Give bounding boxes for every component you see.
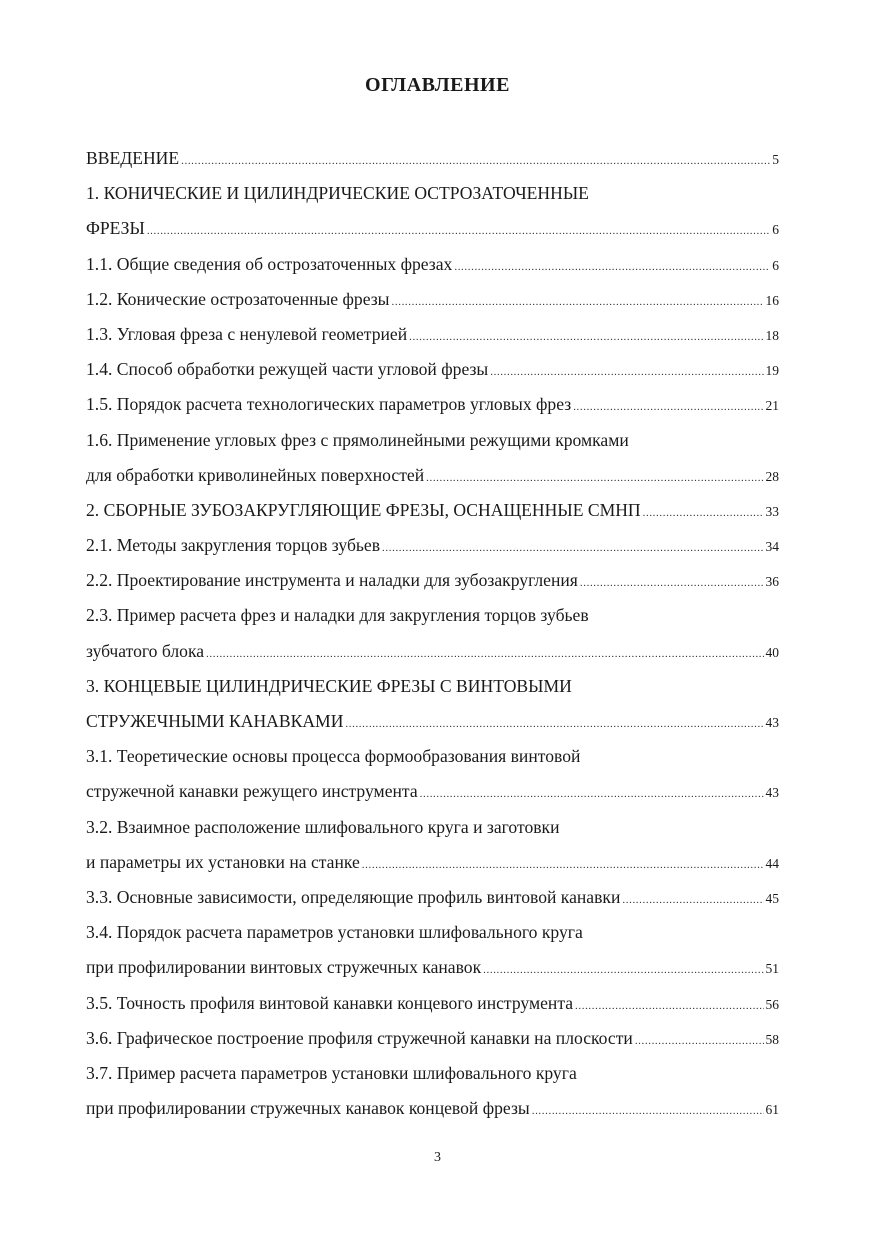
dot-leader	[573, 393, 763, 421]
toc-entry[interactable]	[86, 777, 779, 812]
toc-entry-text: 3. КОНЦЕВЫЕ ЦИЛИНДРИЧЕСКИЕ ФРЕЗЫ С ВИНТОВЫМИ	[86, 675, 572, 696]
toc-entry-text: 1.4. Способ обработки режущей части угловой фрезы	[86, 359, 489, 380]
toc-entry-text: 3.7. Пример расчета параметров установки шлифовального круга	[86, 1062, 577, 1083]
toc-entry-text: 1.3. Угловая фреза с ненулевой геометрией	[86, 323, 408, 344]
toc-page-number: 21	[765, 398, 779, 414]
dot-leader	[635, 1027, 764, 1055]
toc-entry-text-continued: ФРЕЗЫ	[86, 218, 145, 239]
toc-entry-heading	[86, 1059, 779, 1094]
toc-page-number: 16	[765, 292, 779, 308]
toc-entry[interactable]	[86, 1094, 779, 1129]
toc-page-number: 43	[765, 785, 779, 801]
dot-leader	[420, 780, 764, 808]
toc-entry[interactable]	[86, 953, 779, 988]
dot-leader	[409, 323, 763, 351]
toc-page-number: 56	[765, 996, 779, 1012]
toc-entry[interactable]	[86, 848, 779, 883]
toc-entry[interactable]	[86, 531, 779, 566]
toc-entry[interactable]	[86, 144, 779, 179]
toc-page-number: 28	[765, 468, 779, 484]
toc-entry-heading	[86, 742, 779, 777]
toc-entry-text: 1.6. Применение угловых фрез с прямолинейными режущими кромками	[86, 429, 629, 450]
toc-entry-heading	[86, 601, 779, 636]
toc-entry[interactable]	[86, 461, 779, 496]
dot-leader	[362, 851, 764, 879]
toc-page-number: 33	[765, 503, 779, 519]
dot-leader	[643, 499, 764, 527]
dot-leader	[382, 534, 763, 562]
toc-entry[interactable]	[86, 320, 779, 355]
dot-leader	[580, 569, 764, 597]
toc-entry-text: 3.6. Графическое построение профиля стружечной канавки на плоскости	[86, 1027, 633, 1048]
toc-entry-text-continued: зубчатого блока	[86, 640, 205, 661]
toc-page-number: 36	[765, 574, 779, 590]
toc-entry-text: 2.1. Методы закругления торцов зубьев	[86, 535, 381, 556]
toc-entry-text: 2.2. Проектирование инструмента и наладки для зубозакругления	[86, 570, 578, 591]
toc-entry[interactable]	[86, 214, 779, 249]
dot-leader	[206, 640, 763, 668]
page-title: ОГЛАВЛЕНИЕ	[365, 74, 510, 96]
dot-leader	[490, 358, 763, 386]
toc-page-number: 51	[765, 961, 779, 977]
toc-entry-text: 1. КОНИЧЕСКИЕ И ЦИЛИНДРИЧЕСКИЕ ОСТРОЗАТОЧЕННЫЕ	[86, 183, 589, 204]
dot-leader	[454, 253, 770, 281]
toc-entry-text-continued: стружечной канавки режущего инструмента	[86, 781, 418, 802]
toc-entry-text: ВВЕДЕНИЕ	[86, 148, 180, 168]
toc-page-number: 6	[772, 222, 779, 238]
dot-leader	[532, 1097, 764, 1125]
toc-entry-text: 2. СБОРНЫЕ ЗУБОЗАКРУГЛЯЮЩИЕ ФРЕЗЫ, ОСНАЩЕННЫЕ СМНП	[86, 499, 641, 520]
toc-page-number: 45	[765, 890, 779, 906]
toc-entry[interactable]	[86, 883, 779, 918]
toc-entry-text: 3.1. Теоретические основы процесса формообразования винтовой	[86, 746, 581, 767]
toc-entry-text: 1.1. Общие сведения об острозаточенных фрезах	[86, 253, 453, 274]
toc-entry-heading	[86, 426, 779, 461]
dot-leader	[575, 992, 763, 1020]
toc-entry[interactable]	[86, 496, 779, 531]
table-of-contents	[86, 144, 779, 1129]
dot-leader	[426, 464, 763, 492]
dot-leader	[392, 288, 764, 316]
toc-entry[interactable]	[86, 566, 779, 601]
page-number: 3	[434, 1150, 441, 1165]
toc-entry[interactable]	[86, 707, 779, 742]
toc-entry-heading	[86, 813, 779, 848]
toc-entry-heading	[86, 179, 779, 214]
toc-entry-text: 1.5. Порядок расчета технологических параметров угловых фрез	[86, 394, 572, 415]
toc-entry[interactable]	[86, 989, 779, 1024]
toc-page-number: 6	[772, 257, 779, 273]
toc-entry-text-continued: при профилировании стружечных канавок концевой фрезы	[86, 1098, 530, 1119]
toc-entry-text-continued: для обработки криволинейных поверхностей	[86, 464, 425, 485]
toc-entry-text-continued: при профилировании винтовых стружечных канавок	[86, 957, 482, 978]
toc-page-number: 34	[765, 539, 779, 555]
toc-page-number: 44	[765, 855, 779, 871]
toc-entry-text-continued: и параметры их установки на станке	[86, 851, 360, 872]
toc-entry[interactable]	[86, 1024, 779, 1059]
toc-entry[interactable]	[86, 637, 779, 672]
dot-leader	[345, 710, 763, 738]
toc-page-number: 58	[765, 1031, 779, 1047]
toc-entry-text-continued: СТРУЖЕЧНЫМИ КАНАВКАМИ	[86, 711, 344, 731]
toc-entry-text: 3.2. Взаимное расположение шлифовального круга и заготовки	[86, 816, 560, 837]
dot-leader	[147, 217, 770, 245]
toc-entry[interactable]	[86, 355, 779, 390]
toc-page-number: 43	[765, 715, 779, 730]
toc-entry-text: 3.5. Точность профиля винтовой канавки концевого инструмента	[86, 992, 574, 1013]
toc-entry[interactable]	[86, 250, 779, 285]
toc-entry-text: 2.3. Пример расчета фрез и наладки для закругления торцов зубьев	[86, 605, 589, 626]
toc-entry[interactable]	[86, 390, 779, 425]
dot-leader	[483, 956, 763, 984]
toc-entry-text: 3.3. Основные зависимости, определяющие профиль винтовой канавки	[86, 886, 621, 907]
toc-page-number: 40	[765, 644, 779, 660]
toc-entry-heading	[86, 672, 779, 707]
toc-page-number: 18	[765, 327, 779, 343]
toc-entry-heading	[86, 918, 779, 953]
dot-leader	[181, 147, 770, 175]
dot-leader	[622, 886, 763, 914]
toc-entry-text: 1.2. Конические острозаточенные фрезы	[86, 288, 390, 309]
toc-page-number: 61	[765, 1102, 779, 1118]
toc-page-number: 19	[765, 363, 779, 379]
toc-entry[interactable]	[86, 285, 779, 320]
toc-page-number: 5	[772, 152, 779, 167]
toc-entry-text: 3.4. Порядок расчета параметров установки шлифовального круга	[86, 922, 583, 943]
